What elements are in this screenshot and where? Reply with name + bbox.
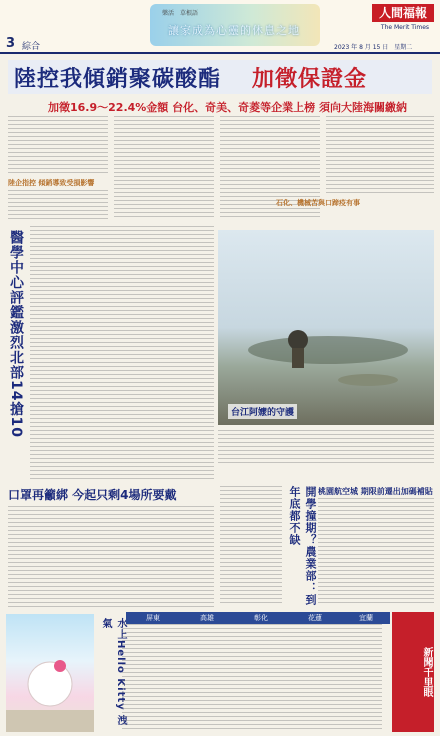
subhead-1: 陸企指控 傾銷導致受損影響 [8,179,95,187]
headline-part1: 陸控我傾銷聚碳酸酯 [14,67,222,92]
banner-text: 讓家成為心靈的休息之地 [168,24,300,37]
article-text-block [8,506,214,608]
regional-news-text [122,624,382,732]
news-box: 新聞千里眼 [392,612,434,732]
article-text-block [8,190,108,220]
subhead-2: 石化、機械苦與口蹄疫有事 [276,199,360,207]
headline-part2: 加徵保證金 [252,67,368,92]
photo-caption: 台江阿嬤的守護 [228,404,297,419]
masthead-divider [0,52,440,54]
region-tag: 高雄 [180,612,234,624]
banner-small-text: 樂活 草根語 [162,10,199,17]
region-tag: 彰化 [234,612,288,624]
photo-description [218,430,434,466]
side-vertical-headline: 開學撞期？農業部：到年底都不缺 [288,486,317,606]
article-text-block [326,116,434,196]
section-name: 綜合 [22,42,41,52]
vertical-headline: 醫學中心評鑑激烈北部14搶10 [8,230,24,438]
article-text-block [318,498,434,606]
hello-kitty-photo [6,614,94,732]
kitty-illustration [6,614,94,732]
issue-date: 2023 年 8 月 15 日 星期二 [334,44,413,51]
kitty-caption: 水上Hello Kitty 洩氣 [100,618,126,727]
region-tag: 屏東 [126,612,180,624]
region-tag: 宜蘭 [342,612,390,624]
article-text-block [30,226,214,482]
newspaper-logo-en: The Merit Times [380,24,430,31]
article-text-block [114,116,214,220]
photo-illustration [218,230,434,425]
right-headline: 桃園航空城 期限前遷出加碼補貼 [318,487,433,496]
region-tag: 花蓮 [288,612,342,624]
newspaper-logo: 人間福報 [372,4,434,22]
mid-headline: 口罩再籲綁 今起只剩4場所要戴 [8,488,177,502]
page-number: 3 [6,36,16,51]
article-text-block [220,486,282,606]
subheadline: 加徵16.9～22.4%金額 台化、奇美、奇菱等企業上榜 須向大陸海關繳納 [48,101,407,114]
article-text-block [8,116,108,174]
coastal-photo [218,230,434,425]
